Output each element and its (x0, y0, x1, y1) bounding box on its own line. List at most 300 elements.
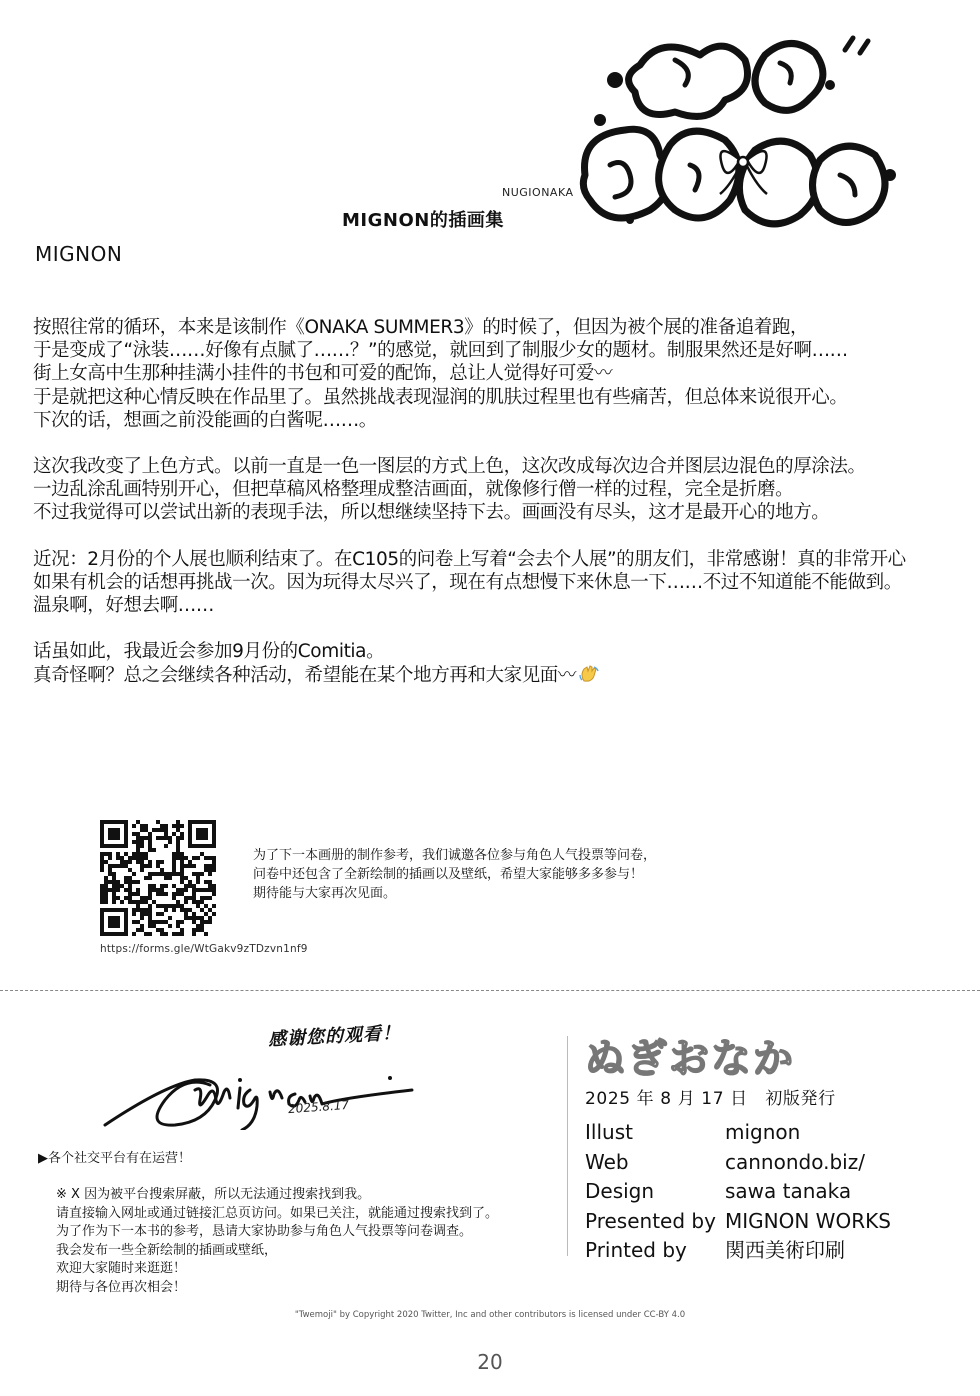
qr-module (132, 920, 136, 924)
qr-module (180, 876, 184, 880)
qr-module (140, 856, 144, 860)
qr-module (132, 824, 136, 828)
qr-module (168, 904, 172, 908)
column-divider (567, 1036, 568, 1256)
publication-date: 2025 年 8 月 17 日 初版発行 (585, 1089, 836, 1109)
text-line: 为了下一本画册的制作参考，我们诚邀各位参与角色人气投票等问卷， (253, 848, 657, 863)
qr-module (128, 884, 132, 888)
author-name: MIGNON (35, 242, 123, 266)
qr-module (120, 900, 124, 904)
qr-module (172, 892, 176, 896)
credit-row (585, 1207, 891, 1237)
qr-module (112, 876, 116, 880)
qr-module (160, 912, 164, 916)
qr-module (172, 860, 176, 864)
qr-module (128, 856, 132, 860)
qr-module (152, 828, 156, 832)
qr-module (152, 900, 156, 904)
qr-module (148, 904, 152, 908)
qr-module (144, 856, 148, 860)
text-line: 期待能与大家再次见面。 (253, 886, 397, 901)
qr-module (208, 880, 212, 884)
qr-module (180, 920, 184, 924)
qr-module (104, 880, 108, 884)
qr-module (124, 876, 128, 880)
qr-module (136, 908, 140, 912)
qr-module (180, 860, 184, 864)
qr-module (140, 860, 144, 864)
qr-module (140, 900, 144, 904)
qr-module (164, 932, 168, 936)
qr-module (128, 888, 132, 892)
qr-module (176, 872, 180, 876)
qr-module (156, 888, 160, 892)
text-line: 欢迎大家随时来逛逛！ (56, 1261, 187, 1276)
qr-module (176, 836, 180, 840)
qr-module (156, 920, 160, 924)
qr-module (176, 844, 180, 848)
qr-module (104, 896, 108, 900)
qr-module (192, 920, 196, 924)
signature-date: 2025.8.17 (287, 1097, 350, 1117)
qr-module (144, 876, 148, 880)
qr-code-graphic (100, 820, 216, 936)
qr-module (160, 836, 164, 840)
qr-module (152, 872, 156, 876)
credit-key: Web (585, 1149, 629, 1174)
qr-module (116, 856, 120, 860)
credit-key: Illust (585, 1120, 633, 1144)
qr-module (200, 908, 204, 912)
qr-module (128, 860, 132, 864)
qr-module (212, 868, 216, 872)
qr-module (180, 932, 184, 936)
qr-module (212, 904, 216, 908)
qr-module (176, 820, 180, 824)
qr-module (164, 908, 168, 912)
qr-module (160, 860, 164, 864)
qr-module (192, 932, 196, 936)
qr-module (208, 864, 212, 868)
qr-module (104, 892, 108, 896)
qr-module (160, 884, 164, 888)
qr-module (192, 856, 196, 860)
qr-module (148, 844, 152, 848)
qr-module (128, 900, 132, 904)
qr-module (212, 864, 216, 868)
text-line: 请直接输入网址或通过链接汇总页访问。如果已关注，就能通过搜索找到了。 (56, 1205, 499, 1221)
qr-module (144, 836, 148, 840)
colophon-brand-text: ぬぎおなか (585, 1036, 795, 1082)
qr-module (184, 916, 188, 920)
qr-module (208, 908, 212, 912)
qr-module (156, 828, 160, 832)
qr-module (112, 888, 116, 892)
qr-module (148, 840, 152, 844)
qr-module (128, 896, 132, 900)
qr-module (160, 920, 164, 924)
social-heading: ▶各个社交平台有在运营！ (38, 1151, 191, 1166)
qr-module (200, 888, 204, 892)
qr-module (152, 884, 156, 888)
text-line: 温泉啊，好想去啊…… (33, 595, 215, 617)
qr-module (156, 928, 160, 932)
bubble-lettering-logo (575, 25, 905, 240)
qr-module (136, 832, 140, 836)
qr-module (132, 900, 136, 904)
text-line (33, 663, 973, 687)
credit-value: mignon (725, 1120, 801, 1144)
qr-module (108, 852, 112, 856)
qr-module (120, 856, 124, 860)
qr-module (108, 888, 112, 892)
qr-module (212, 892, 216, 896)
qr-module (184, 884, 188, 888)
qr-module (184, 896, 188, 900)
qr-module (184, 864, 188, 868)
qr-module (184, 908, 188, 912)
qr-module (124, 880, 128, 884)
qr-module (196, 904, 200, 908)
credit-key: Presented by (585, 1208, 716, 1233)
paragraph-3 (33, 548, 973, 618)
qr-module (204, 864, 208, 868)
text-line: 街上女高中生那种挂满小挂件的书包和可爱的配饰，总让人觉得好可爱〰 (33, 363, 613, 385)
qr-module (136, 928, 140, 932)
qr-module (132, 856, 136, 860)
qr-module (200, 872, 204, 876)
qr-module (144, 908, 148, 912)
qr-module (164, 836, 168, 840)
qr-module (152, 924, 156, 928)
qr-module (132, 832, 136, 836)
qr-module (132, 932, 136, 936)
qr-module (204, 856, 208, 860)
qr-module (180, 880, 184, 884)
qr-module (168, 876, 172, 880)
credit-row (585, 1148, 891, 1178)
qr-module (144, 864, 148, 868)
qr-module (136, 856, 140, 860)
survey-link[interactable]: https://forms.gle/WtGakv9zTDzvn1nf9 (100, 943, 308, 955)
qr-module (192, 884, 196, 888)
qr-module (144, 912, 148, 916)
qr-module (108, 868, 112, 872)
qr-module (204, 912, 208, 916)
qr-module (116, 852, 120, 856)
text-line: 话虽如此，我最近会参加9月份的Comitia。 (33, 641, 385, 663)
qr-module (192, 900, 196, 904)
qr-module (180, 908, 184, 912)
qr-module (164, 872, 168, 876)
qr-module (100, 868, 104, 872)
qr-module (140, 924, 144, 928)
qr-module (168, 840, 172, 844)
qr-module (152, 920, 156, 924)
qr-module (148, 848, 152, 852)
qr-module (100, 888, 104, 892)
paragraph-1 (33, 316, 973, 432)
qr-module (112, 864, 116, 868)
qr-module (108, 864, 112, 868)
qr-module (100, 856, 104, 860)
paragraph-2 (33, 455, 973, 525)
qr-module (104, 884, 108, 888)
qr-module (164, 844, 168, 848)
qr-module (136, 880, 140, 884)
qr-module (136, 820, 140, 824)
qr-module (176, 840, 180, 844)
qr-module (108, 916, 120, 928)
qr-module (132, 908, 136, 912)
qr-module (204, 932, 208, 936)
qr-module (200, 924, 204, 928)
qr-module (204, 904, 208, 908)
qr-module (160, 892, 164, 896)
qr-module (176, 900, 180, 904)
qr-module (148, 864, 152, 868)
qr-module (132, 912, 136, 916)
qr-module (128, 892, 132, 896)
qr-module (148, 912, 152, 916)
text-line: 下次的话，想画之前没能画的白酱呢……。 (33, 409, 377, 431)
qr-module (144, 932, 148, 936)
qr-module (208, 856, 212, 860)
qr-module (196, 828, 208, 840)
text-line: 我会发布一些全新绘制的插画或壁纸， (56, 1242, 278, 1258)
qr-module (152, 848, 156, 852)
qr-module (184, 856, 188, 860)
text-line: 近况：2月份的个人展也顺利结束了。在C105的问卷上写着“会去个人展”的朋友们，非常感谢！真的非常开心 (33, 548, 906, 570)
qr-module (212, 912, 216, 916)
qr-module (184, 900, 188, 904)
qr-module (160, 928, 164, 932)
qr-module (180, 872, 184, 876)
qr-module (156, 892, 160, 896)
qr-module (212, 888, 216, 892)
qr-module (208, 872, 212, 876)
qr-module (112, 880, 116, 884)
qr-module (196, 876, 200, 880)
credit-value: sawa tanaka (725, 1179, 852, 1204)
qr-module (140, 840, 144, 844)
qr-module (100, 900, 104, 904)
colophon-logo (583, 1028, 819, 1082)
qr-module (112, 896, 116, 900)
qr-module (196, 916, 200, 920)
qr-module (164, 904, 168, 908)
qr-module (180, 856, 184, 860)
qr-module (148, 924, 152, 928)
qr-module (208, 916, 212, 920)
qr-module (148, 884, 152, 888)
qr-module (128, 880, 132, 884)
qr-module (116, 864, 120, 868)
qr-module (208, 888, 212, 892)
qr-module (108, 856, 112, 860)
qr-module (140, 908, 144, 912)
qr-module (172, 864, 176, 868)
qr-module (112, 872, 116, 876)
qr-module (172, 832, 176, 836)
qr-module (200, 900, 204, 904)
qr-module (172, 868, 176, 872)
qr-module (172, 852, 176, 856)
credit-value[interactable]: cannondo.biz/ (725, 1149, 865, 1174)
qr-module (148, 932, 152, 936)
qr-module (192, 928, 196, 932)
credit-value: MIGNON WORKS (725, 1208, 891, 1233)
outlined-brand-lettering (583, 1028, 819, 1082)
qr-module (196, 928, 200, 932)
thanks-message: 感谢您的观看！ (267, 1022, 402, 1051)
qr-module (128, 868, 132, 872)
qr-module (200, 916, 204, 920)
qr-module (172, 932, 176, 936)
qr-module (128, 876, 132, 880)
twemoji-credit: "Twemoji" by Copyright 2020 Twitter, Inc and other contributors is licensed under CC-BY 4.0 (294, 1310, 686, 1320)
qr-module (168, 872, 172, 876)
text-line: 为了作为下一本书的参考，恳请大家协助参与角色人气投票等问卷调查。 (56, 1224, 473, 1239)
qr-module (160, 868, 164, 872)
qr-module (136, 836, 140, 840)
section-divider (0, 990, 980, 991)
qr-module (112, 900, 116, 904)
qr-code[interactable] (100, 820, 216, 936)
qr-module (140, 928, 144, 932)
qr-module (200, 928, 204, 932)
qr-module (184, 912, 188, 916)
credit-key: Printed by (585, 1238, 687, 1263)
qr-module (148, 860, 152, 864)
qr-module (124, 888, 128, 892)
qr-module (136, 860, 140, 864)
qr-module (188, 880, 192, 884)
qr-module (196, 856, 200, 860)
paragraph-4 (33, 640, 973, 687)
survey-invitation (253, 846, 656, 903)
qr-module (132, 892, 136, 896)
qr-module (100, 860, 104, 864)
qr-module (140, 896, 144, 900)
qr-module (116, 896, 120, 900)
qr-module (200, 852, 204, 856)
qr-module (140, 828, 144, 832)
qr-module (188, 896, 192, 900)
qr-module (100, 896, 104, 900)
text-line: 一边乱涂乱画特别开心，但把草稿风格整理成整洁画面，就像修行僧一样的过程，完全是折磨。 (33, 479, 794, 501)
qr-module (160, 872, 164, 876)
qr-module (176, 924, 180, 928)
qr-module (192, 892, 196, 896)
qr-module (148, 920, 152, 924)
qr-module (188, 860, 192, 864)
qr-module (148, 888, 152, 892)
qr-module (168, 916, 172, 920)
qr-module (204, 880, 208, 884)
qr-module (208, 884, 212, 888)
collection-title: MIGNON的插画集 (342, 210, 504, 231)
credit-key: Design (585, 1179, 655, 1204)
qr-module (148, 908, 152, 912)
qr-module (140, 852, 144, 856)
qr-module (104, 900, 108, 904)
qr-module (192, 912, 196, 916)
qr-module (148, 836, 152, 840)
qr-module (136, 900, 140, 904)
qr-module (156, 912, 160, 916)
qr-module (120, 864, 124, 868)
qr-module (164, 832, 168, 836)
qr-module (212, 884, 216, 888)
qr-module (160, 932, 164, 936)
qr-module (176, 892, 180, 896)
qr-module (108, 872, 112, 876)
qr-module (144, 824, 148, 828)
text-line: 如果有机会的话想再挑战一次。因为玩得太尽兴了，现在有点想慢下来休息一下……不过不知道能不能做到。 (33, 571, 902, 593)
credit-row (585, 1236, 891, 1266)
qr-module (160, 828, 164, 832)
qr-module (212, 856, 216, 860)
qr-module (176, 824, 180, 828)
qr-module (196, 888, 200, 892)
qr-module (132, 840, 136, 844)
qr-module (100, 892, 104, 896)
qr-module (140, 868, 144, 872)
qr-module (196, 900, 200, 904)
waving-hand-icon (578, 663, 600, 685)
qr-module (148, 876, 152, 880)
qr-module (160, 904, 164, 908)
qr-module (204, 920, 208, 924)
qr-module (156, 820, 160, 824)
qr-module (148, 872, 152, 876)
qr-module (156, 904, 160, 908)
text-line: 问卷中还包含了全新绘制的插画以及壁纸，希望大家能够多多参与！ (253, 867, 644, 882)
qr-module (160, 824, 164, 828)
qr-module (204, 888, 208, 892)
qr-module (172, 856, 176, 860)
qr-module (136, 848, 140, 852)
qr-module (176, 828, 180, 832)
qr-module (136, 840, 140, 844)
qr-module (124, 852, 128, 856)
qr-module (192, 916, 196, 920)
qr-module (124, 896, 128, 900)
qr-module (156, 836, 160, 840)
qr-module (140, 916, 144, 920)
qr-module (176, 920, 180, 924)
qr-module (148, 916, 152, 920)
qr-module (180, 824, 184, 828)
qr-module (188, 908, 192, 912)
qr-module (132, 880, 136, 884)
qr-module (104, 876, 108, 880)
qr-module (172, 872, 176, 876)
qr-module (164, 824, 168, 828)
qr-module (156, 864, 160, 868)
qr-module (168, 836, 172, 840)
qr-module (100, 864, 104, 868)
qr-module (176, 932, 180, 936)
qr-module (116, 880, 120, 884)
qr-module (108, 880, 112, 884)
qr-module (136, 920, 140, 924)
qr-module (204, 868, 208, 872)
qr-module (212, 860, 216, 864)
qr-module (148, 832, 152, 836)
qr-module (140, 864, 144, 868)
